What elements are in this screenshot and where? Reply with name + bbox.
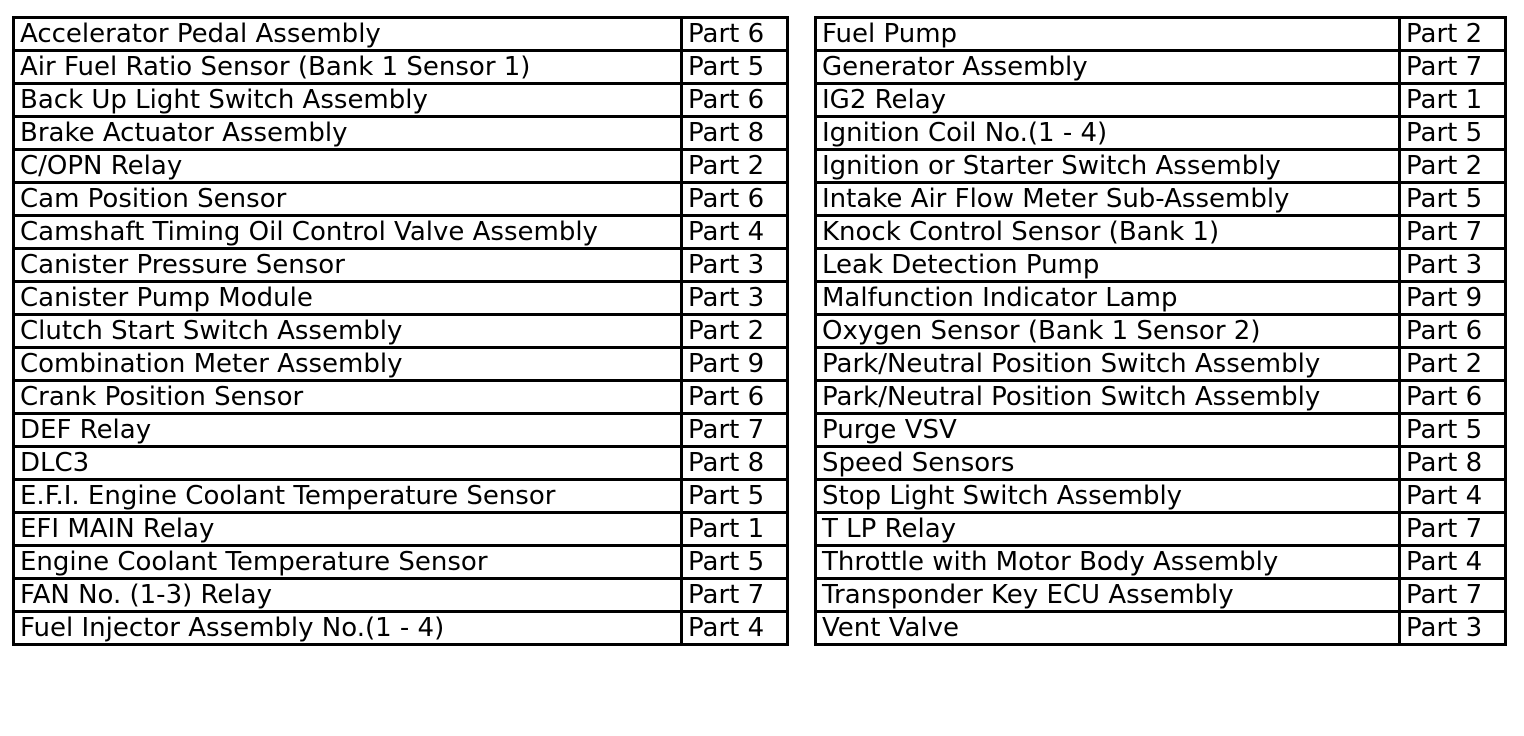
part-reference-cell: Part 5 xyxy=(682,546,788,579)
component-name-cell: Air Fuel Ratio Sensor (Bank 1 Sensor 1) xyxy=(14,51,682,84)
part-reference-cell: Part 3 xyxy=(682,249,788,282)
component-index-table-left xyxy=(12,16,789,646)
part-reference-cell: Part 1 xyxy=(1400,84,1506,117)
part-reference-cell: Part 3 xyxy=(682,282,788,315)
component-name-cell: Throttle with Motor Body Assembly xyxy=(816,546,1400,579)
table-row xyxy=(14,51,788,84)
component-name-cell: Camshaft Timing Oil Control Valve Assembly xyxy=(14,216,682,249)
part-reference-cell: Part 3 xyxy=(1400,612,1506,645)
table-row xyxy=(816,315,1506,348)
component-name-cell: Ignition Coil No.(1 - 4) xyxy=(816,117,1400,150)
table-row xyxy=(816,150,1506,183)
part-reference-cell: Part 5 xyxy=(1400,117,1506,150)
table-row xyxy=(816,18,1506,51)
component-index-table-left-body xyxy=(14,18,788,645)
component-name-cell: Malfunction Indicator Lamp xyxy=(816,282,1400,315)
component-name-cell: Canister Pump Module xyxy=(14,282,682,315)
part-reference-cell: Part 2 xyxy=(682,315,788,348)
table-row xyxy=(14,315,788,348)
part-reference-cell: Part 5 xyxy=(1400,414,1506,447)
table-row xyxy=(816,414,1506,447)
component-name-cell: Park/Neutral Position Switch Assembly xyxy=(816,348,1400,381)
table-row xyxy=(14,117,788,150)
part-reference-cell: Part 4 xyxy=(682,612,788,645)
component-name-cell: Transponder Key ECU Assembly xyxy=(816,579,1400,612)
component-name-cell: Crank Position Sensor xyxy=(14,381,682,414)
component-name-cell: Fuel Pump xyxy=(816,18,1400,51)
component-name-cell: Fuel Injector Assembly No.(1 - 4) xyxy=(14,612,682,645)
part-reference-cell: Part 7 xyxy=(682,414,788,447)
table-row xyxy=(816,348,1506,381)
table-row xyxy=(816,282,1506,315)
component-name-cell: Accelerator Pedal Assembly xyxy=(14,18,682,51)
table-row xyxy=(816,249,1506,282)
part-reference-cell: Part 7 xyxy=(1400,579,1506,612)
table-row xyxy=(14,84,788,117)
table-row xyxy=(816,447,1506,480)
table-row xyxy=(816,579,1506,612)
part-reference-cell: Part 7 xyxy=(1400,216,1506,249)
component-name-cell: C/OPN Relay xyxy=(14,150,682,183)
component-name-cell: Speed Sensors xyxy=(816,447,1400,480)
component-name-cell: E.F.I. Engine Coolant Temperature Sensor xyxy=(14,480,682,513)
part-reference-cell: Part 5 xyxy=(682,480,788,513)
table-row xyxy=(14,249,788,282)
part-reference-cell: Part 4 xyxy=(682,216,788,249)
component-index-table-right xyxy=(814,16,1507,646)
component-name-cell: Knock Control Sensor (Bank 1) xyxy=(816,216,1400,249)
part-reference-cell: Part 6 xyxy=(1400,315,1506,348)
table-row xyxy=(816,117,1506,150)
component-name-cell: Oxygen Sensor (Bank 1 Sensor 2) xyxy=(816,315,1400,348)
part-reference-cell: Part 4 xyxy=(1400,546,1506,579)
component-name-cell: Ignition or Starter Switch Assembly xyxy=(816,150,1400,183)
table-row xyxy=(816,51,1506,84)
table-row xyxy=(816,480,1506,513)
table-row xyxy=(14,381,788,414)
component-name-cell: Park/Neutral Position Switch Assembly xyxy=(816,381,1400,414)
table-row xyxy=(14,480,788,513)
component-name-cell: DLC3 xyxy=(14,447,682,480)
component-name-cell: FAN No. (1-3) Relay xyxy=(14,579,682,612)
part-reference-cell: Part 9 xyxy=(1400,282,1506,315)
part-reference-cell: Part 6 xyxy=(682,183,788,216)
component-name-cell: Intake Air Flow Meter Sub-Assembly xyxy=(816,183,1400,216)
part-reference-cell: Part 1 xyxy=(682,513,788,546)
part-reference-cell: Part 7 xyxy=(1400,51,1506,84)
table-row xyxy=(14,579,788,612)
table-row xyxy=(14,183,788,216)
table-row xyxy=(816,183,1506,216)
component-name-cell: Vent Valve xyxy=(816,612,1400,645)
component-name-cell: Cam Position Sensor xyxy=(14,183,682,216)
table-row xyxy=(816,216,1506,249)
part-reference-cell: Part 6 xyxy=(682,18,788,51)
part-reference-cell: Part 8 xyxy=(682,447,788,480)
part-reference-cell: Part 2 xyxy=(682,150,788,183)
part-reference-cell: Part 2 xyxy=(1400,348,1506,381)
table-row xyxy=(816,381,1506,414)
part-reference-cell: Part 2 xyxy=(1400,150,1506,183)
part-reference-cell: Part 5 xyxy=(682,51,788,84)
component-name-cell: Purge VSV xyxy=(816,414,1400,447)
part-reference-cell: Part 6 xyxy=(682,84,788,117)
component-name-cell: IG2 Relay xyxy=(816,84,1400,117)
component-name-cell: Generator Assembly xyxy=(816,51,1400,84)
component-name-cell: Clutch Start Switch Assembly xyxy=(14,315,682,348)
table-row xyxy=(14,150,788,183)
table-row xyxy=(14,348,788,381)
part-reference-cell: Part 4 xyxy=(1400,480,1506,513)
table-row xyxy=(816,546,1506,579)
component-name-cell: Combination Meter Assembly xyxy=(14,348,682,381)
part-reference-cell: Part 6 xyxy=(682,381,788,414)
part-reference-cell: Part 7 xyxy=(1400,513,1506,546)
component-name-cell: T LP Relay xyxy=(816,513,1400,546)
table-row xyxy=(14,282,788,315)
component-index-table-right-body xyxy=(816,18,1506,645)
component-name-cell: EFI MAIN Relay xyxy=(14,513,682,546)
table-row xyxy=(14,216,788,249)
part-reference-cell: Part 5 xyxy=(1400,183,1506,216)
table-row xyxy=(14,18,788,51)
table-row xyxy=(14,447,788,480)
table-row xyxy=(816,84,1506,117)
part-reference-cell: Part 8 xyxy=(1400,447,1506,480)
table-row xyxy=(816,513,1506,546)
table-row xyxy=(14,414,788,447)
part-reference-cell: Part 3 xyxy=(1400,249,1506,282)
table-row xyxy=(816,612,1506,645)
part-reference-cell: Part 9 xyxy=(682,348,788,381)
part-reference-cell: Part 2 xyxy=(1400,18,1506,51)
component-name-cell: Back Up Light Switch Assembly xyxy=(14,84,682,117)
component-name-cell: Stop Light Switch Assembly xyxy=(816,480,1400,513)
table-row xyxy=(14,612,788,645)
component-name-cell: DEF Relay xyxy=(14,414,682,447)
part-reference-cell: Part 6 xyxy=(1400,381,1506,414)
component-name-cell: Leak Detection Pump xyxy=(816,249,1400,282)
component-name-cell: Brake Actuator Assembly xyxy=(14,117,682,150)
part-reference-cell: Part 8 xyxy=(682,117,788,150)
component-name-cell: Engine Coolant Temperature Sensor xyxy=(14,546,682,579)
part-reference-cell: Part 7 xyxy=(682,579,788,612)
table-row xyxy=(14,546,788,579)
component-name-cell: Canister Pressure Sensor xyxy=(14,249,682,282)
table-row xyxy=(14,513,788,546)
